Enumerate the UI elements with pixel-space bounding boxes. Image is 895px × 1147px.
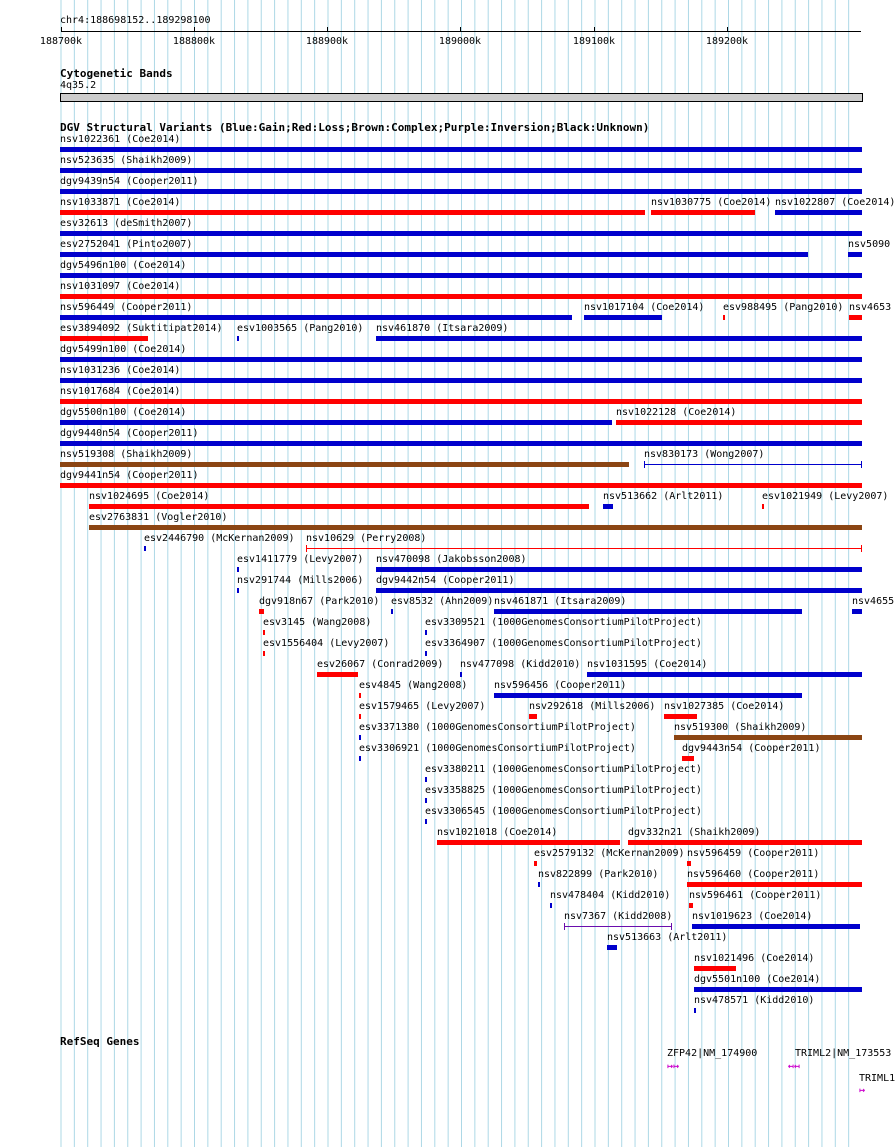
- variant-label[interactable]: nsv292618 (Mills2006): [529, 701, 656, 712]
- variant-bar[interactable]: [692, 924, 860, 929]
- variant-bar[interactable]: [263, 651, 265, 656]
- variant-label[interactable]: nsv7367 (Kidd2008): [564, 911, 673, 922]
- variant-label[interactable]: dgv9441n54 (Cooper2011): [60, 470, 199, 481]
- variant-label[interactable]: nsv1022361 (Coe2014): [60, 134, 181, 145]
- variant-label[interactable]: nsv5090: [848, 239, 891, 250]
- variant-label[interactable]: nsv596460 (Cooper2011): [687, 869, 820, 880]
- variant-bar[interactable]: [587, 672, 862, 677]
- variant-label[interactable]: esv2446790 (McKernan2009): [144, 533, 295, 544]
- variant-bar[interactable]: [60, 462, 629, 467]
- variant-label[interactable]: nsv519300 (Shaikh2009): [674, 722, 807, 733]
- variant-bar[interactable]: [849, 315, 862, 320]
- variant-end-cap: [861, 545, 862, 552]
- variant-label[interactable]: esv1021949 (Levy2007): [762, 491, 889, 502]
- variant-bar[interactable]: [60, 483, 862, 488]
- variant-bar[interactable]: [425, 651, 427, 656]
- variant-label[interactable]: esv2763831 (Vogler2010): [89, 512, 228, 523]
- variant-bar[interactable]: [682, 756, 694, 761]
- variant-label[interactable]: nsv513663 (Arlt2011): [607, 932, 728, 943]
- variant-bar[interactable]: [425, 630, 427, 635]
- variant-label[interactable]: nsv596459 (Cooper2011): [687, 848, 820, 859]
- variant-label[interactable]: nsv1031595 (Coe2014): [587, 659, 708, 670]
- variant-bar[interactable]: [237, 336, 239, 341]
- variant-label[interactable]: nsv519308 (Shaikh2009): [60, 449, 193, 460]
- cyto-band-label: 4q35.2: [60, 80, 97, 91]
- variant-label[interactable]: nsv1017104 (Coe2014): [584, 302, 705, 313]
- variant-label[interactable]: nsv1021018 (Coe2014): [437, 827, 558, 838]
- variant-bar[interactable]: [437, 840, 620, 845]
- variant-label[interactable]: nsv478571 (Kidd2010): [694, 995, 815, 1006]
- variant-label[interactable]: nsv1022128 (Coe2014): [616, 407, 737, 418]
- variant-bar[interactable]: [775, 210, 862, 215]
- variant-label[interactable]: nsv478404 (Kidd2010): [550, 890, 671, 901]
- variant-bar[interactable]: [425, 798, 427, 803]
- variant-label[interactable]: nsv596456 (Cooper2011): [494, 680, 627, 691]
- variant-bar[interactable]: [60, 420, 612, 425]
- variant-label[interactable]: nsv1022807 (Coe2014): [775, 197, 895, 208]
- variant-bar[interactable]: [237, 588, 239, 593]
- ruler-tick: [460, 27, 461, 32]
- variant-bar[interactable]: [60, 210, 645, 215]
- variant-bar[interactable]: [60, 168, 862, 173]
- variant-bar[interactable]: [852, 609, 862, 614]
- variant-bar[interactable]: [60, 147, 862, 152]
- dgv-track-title[interactable]: DGV Structural Variants (Blue:Gain;Red:Loss;Brown:Complex;Purple:Inversion;Black:Unknown): [60, 121, 650, 134]
- ruler-tick-label: 189100k: [572, 36, 616, 47]
- variant-bar[interactable]: [60, 441, 862, 446]
- ruler-tick-label: 188800k: [172, 36, 216, 47]
- variant-bar[interactable]: [391, 609, 393, 614]
- variant-label[interactable]: esv1411779 (Levy2007): [237, 554, 364, 565]
- variant-label[interactable]: nsv1030775 (Coe2014): [651, 197, 772, 208]
- variant-label[interactable]: nsv470098 (Jakobsson2008): [376, 554, 527, 565]
- variant-label[interactable]: esv988495 (Pang2010): [723, 302, 844, 313]
- variant-bar[interactable]: [616, 420, 862, 425]
- variant-bar[interactable]: [60, 294, 862, 299]
- variant-label[interactable]: esv8532 (Ahn2009): [391, 596, 494, 607]
- variant-bar[interactable]: [359, 714, 361, 719]
- variant-bar[interactable]: [628, 840, 862, 845]
- variant-bar[interactable]: [376, 588, 862, 593]
- variant-bar[interactable]: [306, 548, 862, 549]
- variant-label[interactable]: esv4845 (Wang2008): [359, 680, 468, 691]
- variant-bar[interactable]: [60, 231, 862, 236]
- variant-bar[interactable]: [694, 1008, 696, 1013]
- variant-bar[interactable]: [534, 861, 537, 866]
- variant-bar[interactable]: [584, 315, 662, 320]
- gene-label[interactable]: ZFP42|NM_174900: [667, 1048, 758, 1059]
- variant-bar[interactable]: [376, 567, 862, 572]
- variant-label[interactable]: esv3309521 (1000GenomesConsortiumPilotProject): [425, 617, 702, 628]
- variant-end-cap: [671, 923, 672, 930]
- variant-label[interactable]: esv3364907 (1000GenomesConsortiumPilotProject): [425, 638, 702, 649]
- variant-bar[interactable]: [550, 903, 552, 908]
- gene-model-icon[interactable]: ↤↤: [788, 1061, 801, 1072]
- variant-bar[interactable]: [460, 672, 462, 677]
- variant-label[interactable]: esv3358825 (1000GenomesConsortiumPilotProject): [425, 785, 702, 796]
- variant-label[interactable]: esv3894092 (Suktitipat2014): [60, 323, 223, 334]
- variant-end-cap: [861, 461, 862, 468]
- variant-bar[interactable]: [607, 945, 617, 950]
- variant-bar[interactable]: [762, 504, 764, 509]
- variant-label[interactable]: dgv5496n100 (Coe2014): [60, 260, 187, 271]
- variant-label[interactable]: nsv596461 (Cooper2011): [689, 890, 822, 901]
- variant-bar[interactable]: [237, 567, 239, 572]
- gene-label[interactable]: TRIML1: [859, 1073, 895, 1084]
- variant-bar[interactable]: [60, 399, 862, 404]
- variant-label[interactable]: nsv477098 (Kidd2010): [460, 659, 581, 670]
- variant-label[interactable]: dgv9439n54 (Cooper2011): [60, 176, 199, 187]
- variant-label[interactable]: dgv918n67 (Park2010): [259, 596, 380, 607]
- region-label: chr4:188698152..189298100: [60, 15, 211, 26]
- variant-bar[interactable]: [60, 252, 808, 257]
- variant-bar[interactable]: [60, 189, 862, 194]
- variant-bar[interactable]: [359, 693, 361, 698]
- variant-bar[interactable]: [425, 777, 427, 782]
- variant-end-cap: [564, 923, 565, 930]
- variant-label[interactable]: nsv291744 (Mills2006): [237, 575, 364, 586]
- variant-bar[interactable]: [144, 546, 146, 551]
- variant-label[interactable]: esv2752041 (Pinto2007): [60, 239, 193, 250]
- variant-bar[interactable]: [644, 464, 862, 465]
- variant-label[interactable]: esv32613 (deSmith2007): [60, 218, 193, 229]
- variant-end-cap: [306, 545, 307, 552]
- variant-label[interactable]: esv1579465 (Levy2007): [359, 701, 486, 712]
- variant-bar[interactable]: [694, 987, 862, 992]
- ruler-tick: [727, 27, 728, 32]
- ruler-axis: [61, 31, 861, 32]
- variant-end-cap: [644, 461, 645, 468]
- variant-bar[interactable]: [564, 926, 672, 927]
- cyto-band[interactable]: [60, 93, 863, 102]
- ruler-tick: [194, 27, 195, 32]
- variant-bar[interactable]: [664, 714, 697, 719]
- variant-bar[interactable]: [317, 672, 358, 677]
- variant-bar[interactable]: [689, 903, 693, 908]
- variant-bar[interactable]: [60, 273, 862, 278]
- ruler-tick-label: 189200k: [705, 36, 749, 47]
- variant-label[interactable]: esv2579132 (McKernan2009): [534, 848, 685, 859]
- variant-bar[interactable]: [89, 504, 589, 509]
- ruler-tick: [61, 27, 62, 32]
- variant-bar[interactable]: [687, 882, 862, 887]
- variant-label[interactable]: nsv1021496 (Coe2014): [694, 953, 815, 964]
- variant-bar[interactable]: [848, 252, 862, 257]
- variant-label[interactable]: nsv1033871 (Coe2014): [60, 197, 181, 208]
- ruler-tick: [594, 27, 595, 32]
- variant-bar[interactable]: [60, 336, 148, 341]
- variant-label[interactable]: esv1556404 (Levy2007): [263, 638, 390, 649]
- variant-label[interactable]: esv3380211 (1000GenomesConsortiumPilotProject): [425, 764, 702, 775]
- variant-label[interactable]: nsv523635 (Shaikh2009): [60, 155, 193, 166]
- variant-bar[interactable]: [60, 315, 572, 320]
- variant-bar[interactable]: [359, 756, 361, 761]
- variant-label[interactable]: nsv513662 (Arlt2011): [603, 491, 724, 502]
- variant-label[interactable]: nsv461870 (Itsara2009): [376, 323, 509, 334]
- variant-label[interactable]: dgv5500n100 (Coe2014): [60, 407, 187, 418]
- variant-bar[interactable]: [674, 735, 862, 740]
- variant-bar[interactable]: [694, 966, 736, 971]
- variant-label[interactable]: dgv332n21 (Shaikh2009): [628, 827, 761, 838]
- variant-label[interactable]: nsv4655: [852, 596, 895, 607]
- variant-label[interactable]: nsv822899 (Park2010): [538, 869, 659, 880]
- variant-label[interactable]: nsv830173 (Wong2007): [644, 449, 765, 460]
- variant-bar[interactable]: [494, 609, 802, 614]
- variant-label[interactable]: nsv461871 (Itsara2009): [494, 596, 627, 607]
- variant-label[interactable]: nsv1017684 (Coe2014): [60, 386, 181, 397]
- variant-label[interactable]: nsv596449 (Cooper2011): [60, 302, 193, 313]
- variant-bar[interactable]: [376, 336, 862, 341]
- gene-label[interactable]: TRIML2|NM_173553: [795, 1048, 892, 1059]
- variant-bar[interactable]: [89, 525, 862, 530]
- gene-model-icon[interactable]: ↦↦: [667, 1061, 680, 1072]
- variant-label[interactable]: dgv9443n54 (Cooper2011): [682, 743, 821, 754]
- ruler-tick-label: 188700k: [39, 36, 83, 47]
- variant-bar[interactable]: [359, 735, 361, 740]
- variant-bar[interactable]: [723, 315, 725, 320]
- variant-bar[interactable]: [263, 630, 265, 635]
- variant-bar[interactable]: [259, 609, 264, 614]
- ruler-tick-label: 189000k: [438, 36, 482, 47]
- variant-label[interactable]: nsv1019623 (Coe2014): [692, 911, 813, 922]
- variant-label[interactable]: esv3371380 (1000GenomesConsortiumPilotProject): [359, 722, 636, 733]
- refseq-track-title[interactable]: RefSeq Genes: [60, 1035, 140, 1048]
- ruler-tick-label: 188900k: [305, 36, 349, 47]
- cyto-track-title[interactable]: Cytogenetic Bands: [60, 67, 173, 80]
- variant-label[interactable]: nsv4653: [849, 302, 892, 313]
- variant-bar[interactable]: [651, 210, 755, 215]
- variant-bar[interactable]: [425, 819, 427, 824]
- variant-label[interactable]: dgv9440n54 (Cooper2011): [60, 428, 199, 439]
- variant-label[interactable]: esv3145 (Wang2008): [263, 617, 372, 628]
- variant-bar[interactable]: [60, 378, 862, 383]
- variant-bar[interactable]: [538, 882, 540, 887]
- variant-label[interactable]: nsv10629 (Perry2008): [306, 533, 427, 544]
- variant-label[interactable]: esv3306545 (1000GenomesConsortiumPilotProject): [425, 806, 702, 817]
- variant-label[interactable]: dgv5499n100 (Coe2014): [60, 344, 187, 355]
- ruler-tick: [327, 27, 328, 32]
- variant-label[interactable]: esv1003565 (Pang2010): [237, 323, 364, 334]
- variant-bar[interactable]: [687, 861, 691, 866]
- variant-label[interactable]: nsv1024695 (Coe2014): [89, 491, 210, 502]
- variant-label[interactable]: dgv9442n54 (Cooper2011): [376, 575, 515, 586]
- variant-bar[interactable]: [603, 504, 613, 509]
- variant-bar[interactable]: [494, 693, 802, 698]
- variant-label[interactable]: esv3306921 (1000GenomesConsortiumPilotProject): [359, 743, 636, 754]
- variant-label[interactable]: nsv1031236 (Coe2014): [60, 365, 181, 376]
- variant-bar[interactable]: [529, 714, 537, 719]
- variant-label[interactable]: nsv1031097 (Coe2014): [60, 281, 181, 292]
- variant-label[interactable]: nsv1027385 (Coe2014): [664, 701, 785, 712]
- variant-bar[interactable]: [60, 357, 862, 362]
- variant-label[interactable]: esv26067 (Conrad2009): [317, 659, 444, 670]
- variant-label[interactable]: dgv5501n100 (Coe2014): [694, 974, 821, 985]
- gene-model-icon[interactable]: ↦: [859, 1085, 866, 1096]
